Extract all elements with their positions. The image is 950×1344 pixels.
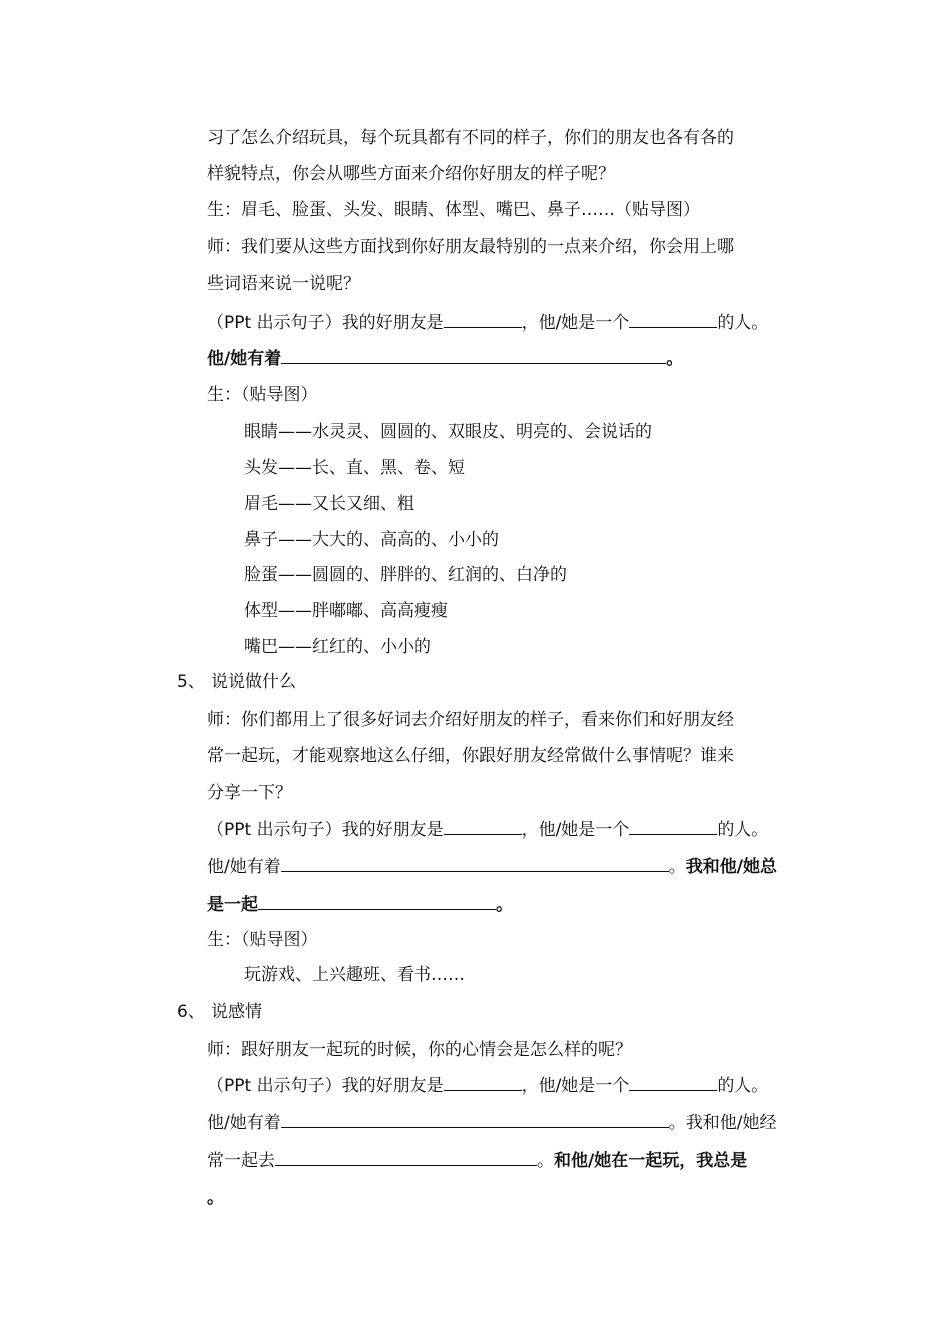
line-start: 他/她有着 (207, 857, 281, 877)
blank-person-type (629, 1074, 717, 1091)
section-title: 说说做什么 (211, 672, 296, 692)
bold-sentence (207, 347, 683, 370)
blank-friend-name (444, 311, 522, 328)
teacher-line-1: 师：你们都用上了很多好词去介绍好朋友的样子，看来你们和好朋友经 (207, 710, 734, 730)
section-number: 5、 (177, 672, 205, 692)
ppt-sentence (207, 1074, 768, 1097)
ppt-prefix: （PPt 出示句子）我的好朋友是 (207, 313, 444, 333)
activity-list: 玩游戏、上兴趣班、看书…… (244, 965, 465, 985)
line-start: 他/她有着 (207, 1113, 281, 1133)
blank-person-type (629, 818, 717, 835)
section-6-heading (177, 1001, 262, 1023)
blank-features (281, 1111, 669, 1128)
blank-friend-name (444, 1074, 522, 1091)
word-list-item: 头发——长、直、黑、卷、短 (244, 458, 465, 478)
section-number: 6、 (177, 1002, 205, 1022)
ppt-prefix: （PPt 出示句子）我的好朋友是 (207, 1076, 444, 1096)
word-list-item: 脸蛋——圆圆的、胖胖的、红润的、白净的 (244, 565, 567, 585)
bold-start: 他/她有着 (207, 349, 282, 369)
blank-features (281, 347, 666, 364)
ppt-sentence (207, 818, 768, 841)
ppt-mid: ，他/她是一个 (521, 313, 630, 333)
ppt-sentence-line-2 (207, 855, 777, 878)
bold-phrase: 我和他/她总 (685, 857, 777, 877)
intro-line-1: 习了怎么介绍玩具，每个玩具都有不同的样子，你们的朋友也各有各的 (207, 128, 734, 148)
student-answer: 生：（贴导图） (207, 930, 318, 950)
blank-place (275, 1149, 537, 1166)
ppt-mid: ，他/她是一个 (521, 1076, 630, 1096)
bold-sentence (207, 893, 513, 916)
ppt-end: 的人。 (717, 820, 769, 840)
section-5-heading (177, 671, 296, 693)
line-end: 。我和他/她经 (668, 1113, 777, 1133)
ppt-mid: ，他/她是一个 (521, 820, 630, 840)
teacher-line-3: 分享一下？ (207, 783, 292, 803)
section-title: 说感情 (211, 1002, 262, 1022)
teacher-line: 师：跟好朋友一起玩的时候，你的心情会是怎么样的呢？ (207, 1040, 632, 1060)
ppt-sentence-line-3 (207, 1149, 747, 1172)
teacher-line-2: 些词语来说一说呢？ (207, 274, 360, 294)
blank-friend-name (444, 818, 522, 835)
teacher-line-2: 常一起玩，才能观察地这么仔细，你跟好朋友经常做什么事情呢？谁来 (207, 746, 734, 766)
ppt-prefix: （PPt 出示句子）我的好朋友是 (207, 820, 444, 840)
bold-phrase: 和他/她在一起玩，我总是 (554, 1151, 748, 1171)
word-list-item: 鼻子——大大的、高高的、小小的 (244, 530, 499, 550)
blank-features (281, 855, 669, 872)
bold-end: 。 (496, 895, 513, 915)
ppt-end: 的人。 (717, 1076, 769, 1096)
blank-activity (258, 893, 496, 910)
teacher-line-1: 师：我们要从这些方面找到你好朋友最特别的一点来介绍，你会用上哪 (207, 237, 734, 257)
word-list-item: 眼睛——水灵灵、圆圆的、双眼皮、明亮的、会说话的 (244, 422, 652, 442)
line-end: 。 (537, 1151, 554, 1171)
bold-period: 。 (207, 1188, 224, 1208)
blank-person-type (629, 311, 717, 328)
student-answer-2: 生：（贴导图） (207, 385, 318, 405)
intro-line-2: 样貌特点，你会从哪些方面来介绍你好朋友的样子呢？ (207, 164, 615, 184)
line-end: 。 (668, 857, 686, 877)
student-answer: 生：眉毛、脸蛋、头发、眼睛、体型、嘴巴、鼻子……（贴导图） (207, 200, 700, 220)
word-list-item: 眉毛——又长又细、粗 (244, 494, 414, 514)
ppt-sentence (207, 311, 768, 334)
line-start: 常一起去 (207, 1151, 275, 1171)
ppt-end: 的人。 (717, 313, 769, 333)
word-list-item: 体型——胖嘟嘟、高高瘦瘦 (244, 601, 448, 621)
word-list-item: 嘴巴——红红的、小小的 (244, 637, 431, 657)
ppt-sentence-line-2 (207, 1111, 776, 1134)
bold-start: 是一起 (207, 895, 258, 915)
bold-end: 。 (666, 349, 684, 369)
